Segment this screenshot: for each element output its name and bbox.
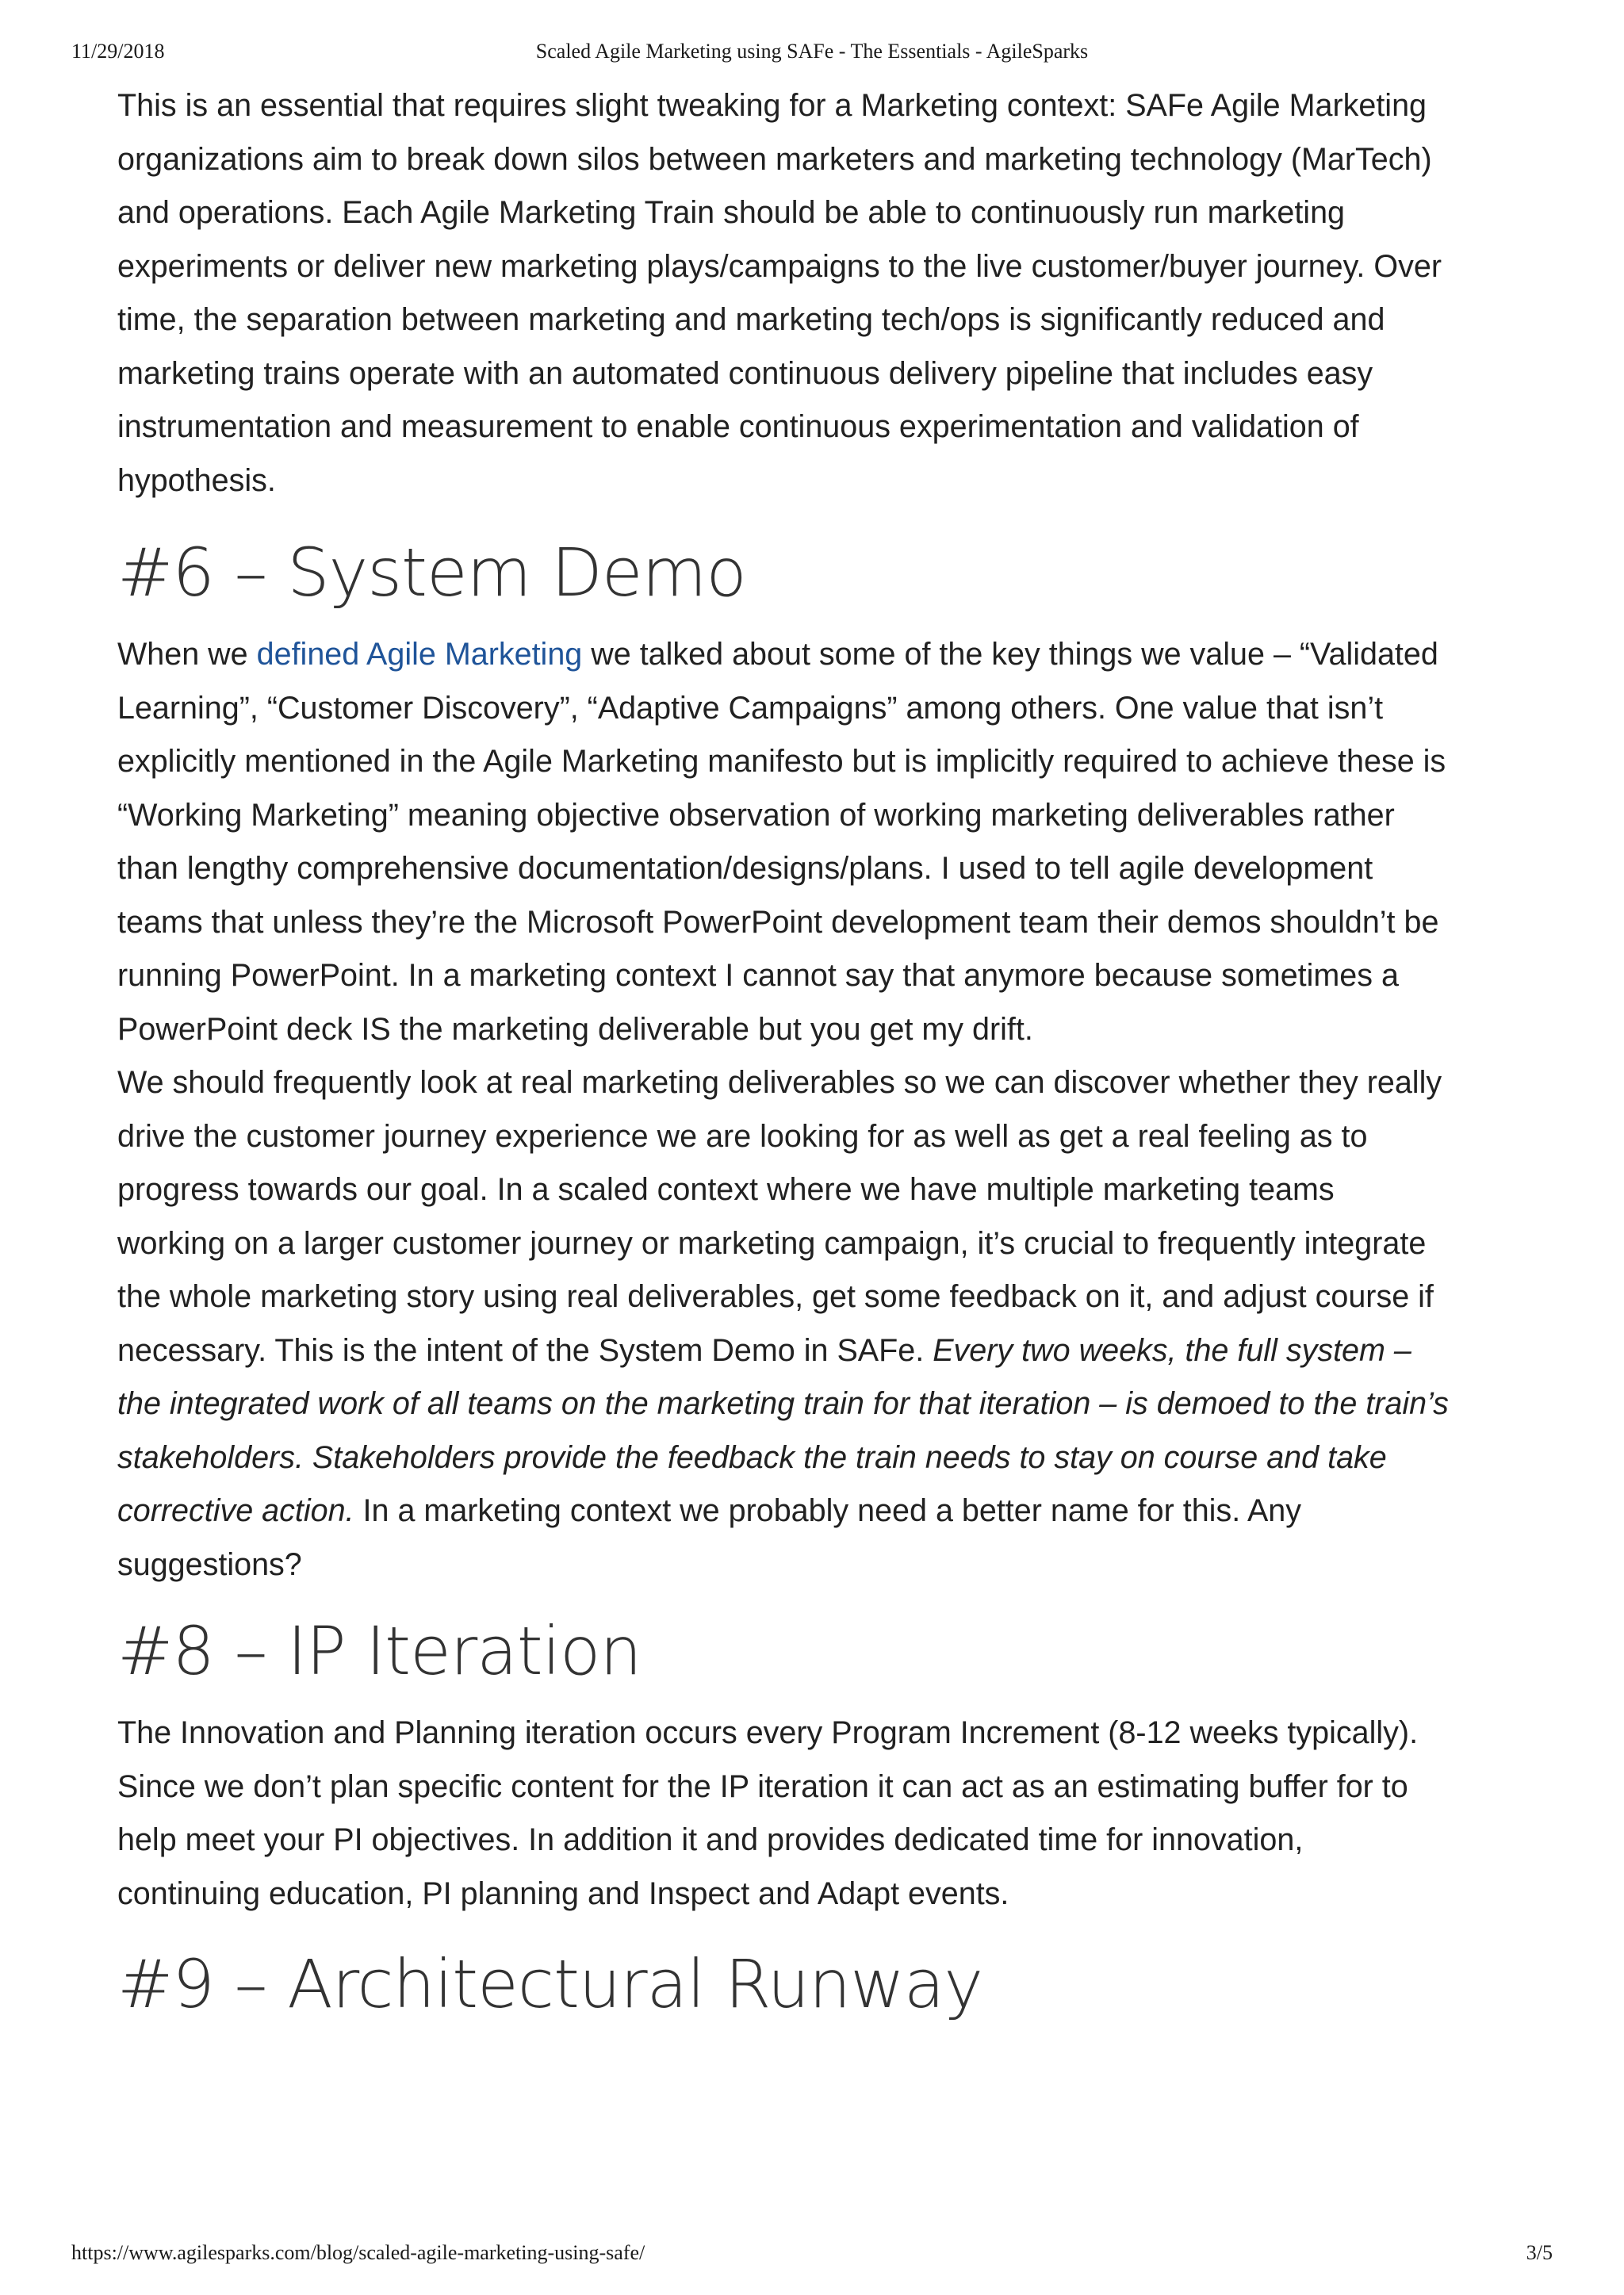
system-demo-paragraph-1 xyxy=(117,628,1450,1056)
italic-quote: Every two weeks, the full system – the integrated work of all teams on the marketing train for that iteration – is demoed to the train’s stakeholders. Stakeholders provide the feedback the train needs to stay on course and take corrective action. xyxy=(117,1332,1449,1528)
section-heading-architectural-runway: #9 – Architectural Runway xyxy=(117,1945,983,2023)
text-span: When we xyxy=(117,637,257,672)
page-number: 3/5 xyxy=(1526,2241,1553,2264)
defined-agile-marketing-link[interactable]: defined Agile Marketing xyxy=(256,637,583,672)
intro-paragraph: This is an essential that requires slight tweaking for a Marketing context: SAFe Agile Marketing organizations aim to break down silos between marketers and marketing technology (MarTech) and operations. Each Agile Marketing Train should be able to continuously run marketing experiments or deliver new marketing plays/campaigns to the live customer/buyer journey. Over time, the separation between marketing and marketing tech/ops is significantly reduced and marketing trains operate with an automated continuous delivery pipeline that includes easy instrumentation and measurement to enable continuous experimentation and validation of hypothesis. xyxy=(117,88,1442,498)
text-span: We should frequently look at real marketing deliverables so we can discover whether they really drive the customer journey experience we are looking for as well as get a real feeling as to progress towards our goal. In a scaled context where we have multiple marketing teams working on a larger customer journey or marketing campaign, it’s crucial to frequently integrate the whole marketing story using real deliverables, get some feedback on it, and adjust course if necessary. This is the intent of the System Demo in SAFe. xyxy=(117,1065,1442,1368)
system-demo-paragraph-2 xyxy=(117,1056,1450,1592)
print-footer xyxy=(0,2241,1624,2273)
print-url: https://www.agilesparks.com/blog/scaled-agile-marketing-using-safe/ xyxy=(71,2241,645,2264)
ip-iteration-paragraph: The Innovation and Planning iteration occurs every Program Increment (8-12 weeks typically). Since we don’t plan specific content for the IP iteration it can act as an estimating buffer for to help meet your PI objectives. In addition it and provides dedicated time for innovation, continuing education, PI planning and Inspect and Adapt events. xyxy=(117,1715,1419,1911)
print-date: 11/29/2018 xyxy=(71,40,165,63)
text-span: In a marketing context we probably need a better name for this. Any suggestions? xyxy=(117,1493,1302,1582)
print-page-title: Scaled Agile Marketing using SAFe - The Essentials - AgileSparks xyxy=(535,40,1089,63)
section-heading-ip-iteration: #8 – IP Iteration xyxy=(117,1612,642,1690)
text-span: we talked about some of the key things we value – “Validated Learning”, “Customer Discovery”, “Adaptive Campaigns” among others. One value that isn’t explicitly mentioned in the Agile Marketing manifesto but is implicitly required to achieve these is “Working Marketing” meaning objective observation of working marketing deliverables rather than lengthy comprehensive documentation/designs/plans. I used to tell agile development teams that unless they’re the Microsoft PowerPoint development team their demos shouldn’t be running PowerPoint. In a marketing context I cannot say that anymore because sometimes a PowerPoint deck IS the marketing deliverable but you get my drift. xyxy=(117,637,1446,1047)
section-heading-system-demo: #6 – System Demo xyxy=(117,534,746,611)
print-header xyxy=(0,40,1624,71)
article-content xyxy=(117,79,1450,2024)
